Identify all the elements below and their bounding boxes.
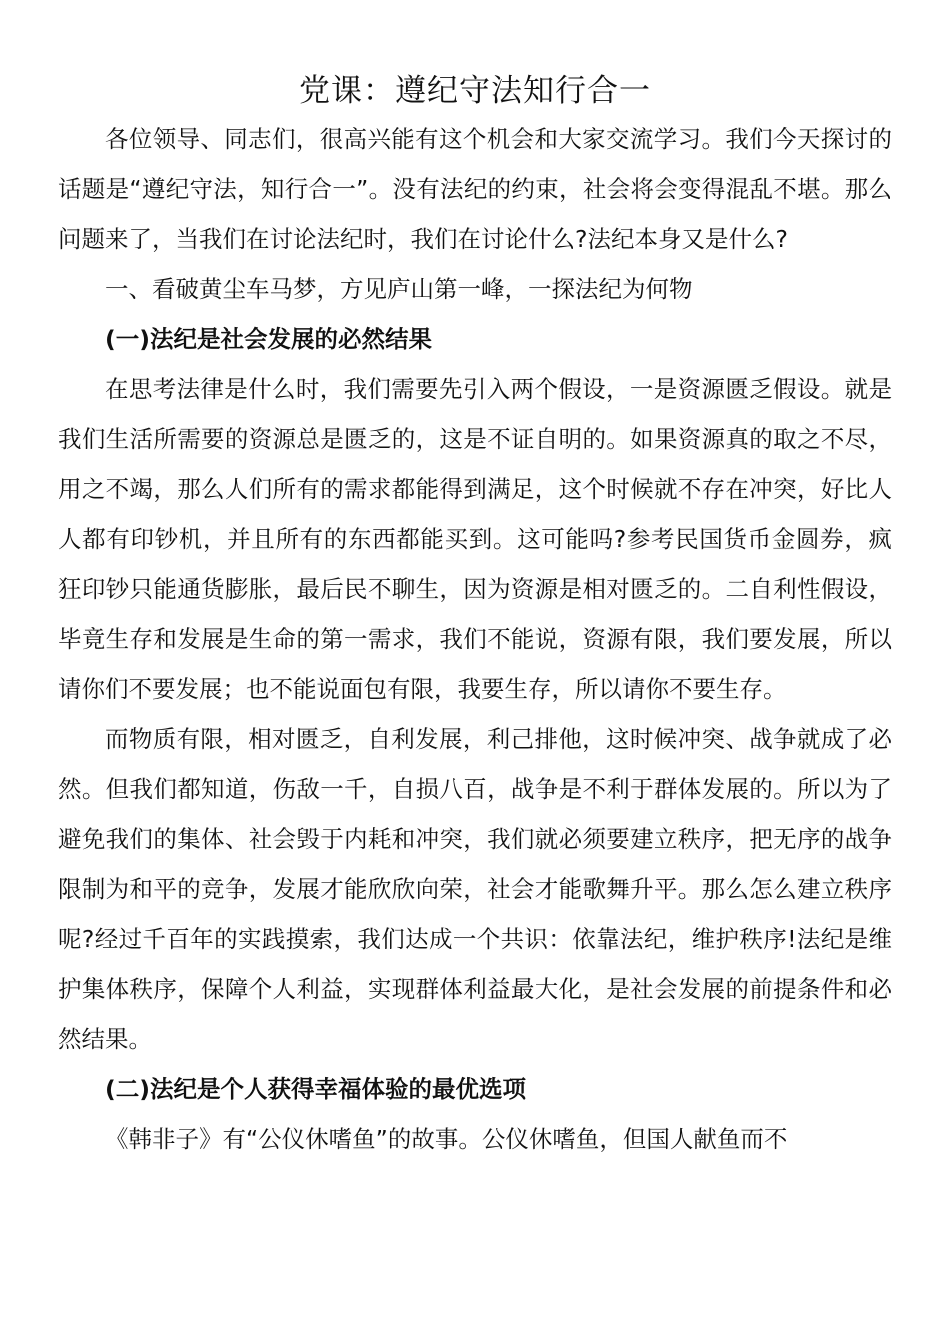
paragraph-resource-hypothesis: 在思考法律是什么时，我们需要先引入两个假设，一是资源匮乏假设。就是我们生活所需要的资源总是匮乏的，这是不证自明的。如果资源真的取之不尽，用之不竭，那么人们所有的需求都能得到满足，这个时候就不存在冲突，好比人人都有印钞机，并且所有的东西都能买到。这可能吗?参考民国货币金圆券，疯狂印钞只能通货膨胀，最后民不聊生，因为资源是相对匮乏的。二自利性假设，毕竟生存和发展是生命的第一需求，我们不能说，资源有限，我们要发展，所以请你们不要发展；也不能说面包有限，我要生存，所以请你不要生存。 bbox=[58, 375, 892, 703]
paragraph-intro: 各位领导、同志们，很高兴能有这个机会和大家交流学习。我们今天探讨的话题是“遵纪守法，知行合一”。没有法纪的约束，社会将会变得混乱不堪。那么问题来了，当我们在讨论法纪时，我们在讨论什么?法纪本身又是什么? bbox=[58, 125, 892, 253]
subsection-heading-2: (二)法纪是个人获得幸福体验的最优选项 bbox=[105, 1075, 526, 1103]
section-heading-one: 一、看破黄尘车马梦，方见庐山第一峰，一探法纪为何物 bbox=[105, 275, 693, 303]
document-title: 党课：遵纪守法知行合一 bbox=[299, 73, 651, 109]
document-body bbox=[58, 114, 892, 1164]
subsection-heading-1: (一)法纪是社会发展的必然结果 bbox=[105, 325, 432, 353]
paragraph-order: 而物质有限，相对匮乏，自利发展，利己排他，这时候冲突、战争就成了必然。但我们都知道，伤敌一千，自损八百，战争是不利于群体发展的。所以为了避免我们的集体、社会毁于内耗和冲突，我们就必须要建立秩序，把无序的战争限制为和平的竞争，发展才能欣欣向荣，社会才能歌舞升平。那么怎么建立秩序呢?经过千百年的实践摸索，我们达成一个共识：依靠法纪，维护秩序!法纪是维护集体秩序，保障个人利益，实现群体利益最大化，是社会发展的前提条件和必然结果。 bbox=[58, 725, 892, 1053]
paragraph-hanfeizi: 《韩非子》有“公仪休嗜鱼”的故事。公仪休嗜鱼，但国人献鱼而不 bbox=[105, 1125, 788, 1153]
